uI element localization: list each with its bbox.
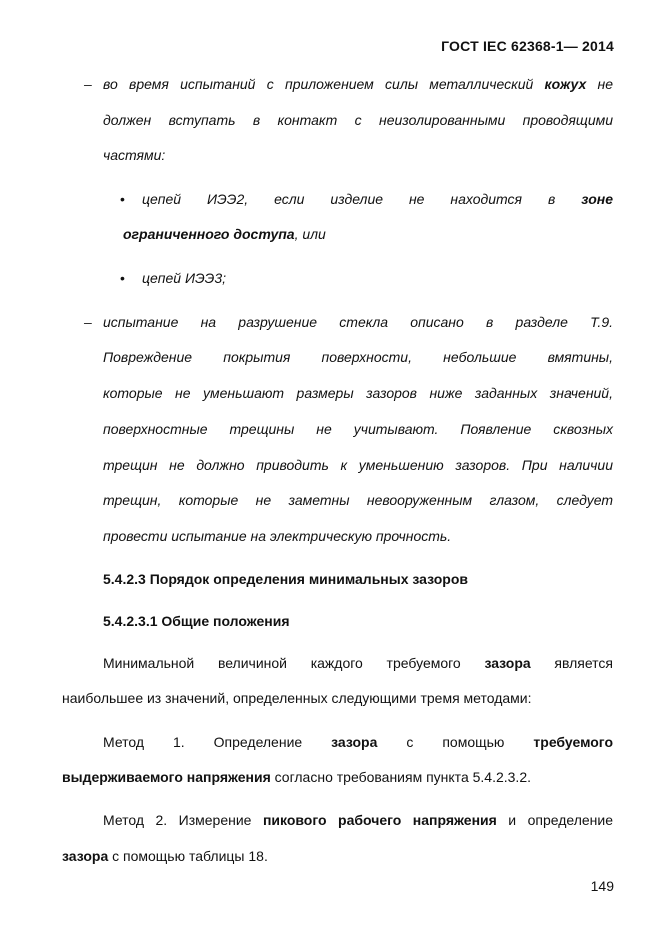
term-required: требуемого — [533, 734, 614, 750]
paragraph-line: Метод 1. Определение зазора с помощью требуемого — [103, 734, 614, 750]
term-zazor: зазора — [484, 655, 531, 671]
bullet-line: цепей ИЭЭ2, если изделие не находится в зоне — [142, 191, 613, 207]
term-withstand-voltage: выдерживаемого напряжения — [62, 769, 271, 785]
term-restricted-area: ограниченного доступа — [123, 226, 295, 242]
term-peak-working-voltage: пикового рабочего напряжения — [262, 812, 497, 828]
list-dash: – — [84, 314, 92, 330]
subsection-heading: 5.4.2.3.1 Общие положения — [103, 613, 290, 629]
paragraph-line: зазора с помощью таблицы 18. — [62, 848, 268, 864]
list-item-line: во время испытаний с приложением силы металлический кожух не — [103, 76, 613, 92]
paragraph-line: наибольшее из значений, определенных следующими тремя методами: — [62, 690, 532, 706]
paragraph-line: Минимальной величиной каждого требуемого зазора является — [103, 655, 613, 671]
list-item-line: трещин, которые не заметны невооруженным глазом, следует — [103, 492, 613, 508]
document-header: ГОСТ IEC 62368-1— 2014 — [441, 38, 614, 54]
list-item-line: Повреждение покрытия поверхности, небольшие вмятины, — [103, 349, 613, 365]
list-item-line: трещин не должно приводить к уменьшению зазоров. При наличии — [103, 457, 613, 473]
list-item-line: частями: — [103, 147, 166, 163]
term-zazor: зазора — [331, 734, 378, 750]
list-item-line: испытание на разрушение стекла описано в разделе Т.9. — [103, 314, 613, 330]
list-item-line: которые не уменьшают размеры зазоров ниже заданных значений, — [103, 385, 613, 401]
paragraph-line: Метод 2. Измерение пикового рабочего напряжения и определение — [103, 812, 613, 828]
bullet-line: цепей ИЭЭ3; — [142, 270, 227, 286]
list-item-line: поверхностные трещины не учитывают. Появление сквозных — [103, 421, 613, 437]
section-heading: 5.4.2.3 Порядок определения минимальных зазоров — [103, 571, 468, 587]
bullet-line: ограниченного доступа, или — [123, 226, 326, 242]
bullet-icon: • — [120, 270, 125, 286]
list-dash: – — [84, 76, 92, 92]
paragraph-line: выдерживаемого напряжения согласно требованиям пункта 5.4.2.3.2. — [62, 769, 531, 785]
page-number: 149 — [590, 878, 614, 894]
term-kozhukh: кожух — [544, 76, 587, 92]
bullet-icon: • — [120, 191, 125, 207]
term-zazor: зазора — [62, 848, 109, 864]
list-item-line: должен вступать в контакт с неизолированными проводящими — [103, 112, 613, 128]
list-item-line: провести испытание на электрическую прочность. — [103, 528, 452, 544]
term-zone: зоне — [581, 191, 613, 207]
